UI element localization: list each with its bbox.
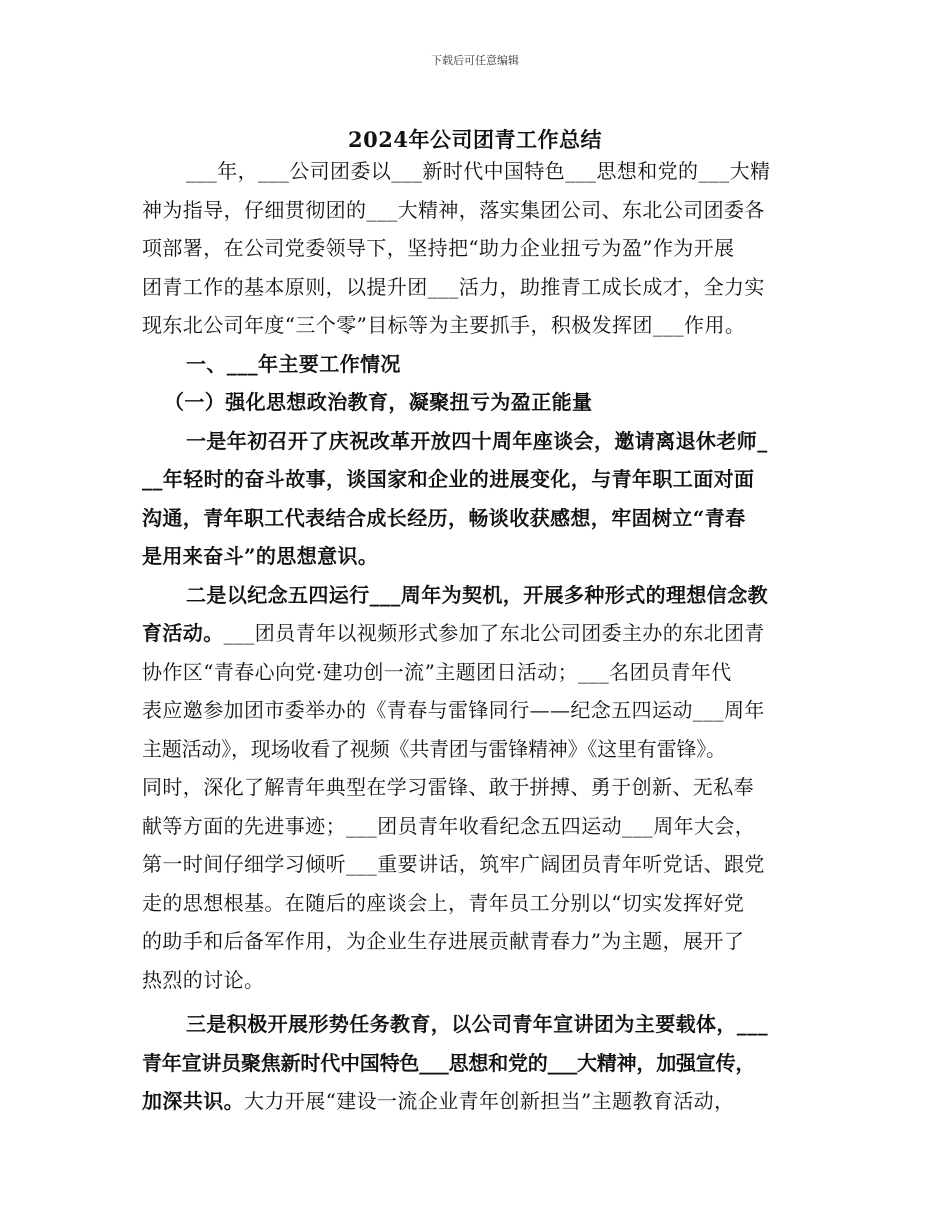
text-line: 是用来奋斗”的思想意识。 (142, 544, 379, 568)
paragraph-one (142, 422, 814, 576)
text-run: 大力开展“建设一流企业青年创新担当”主题教育活动， (244, 1089, 735, 1113)
text-line (142, 614, 814, 653)
text-line: __年轻时的奋斗故事，谈国家和企业的进展变化，与青年职工面对面 (142, 467, 755, 491)
text-line: 神为指导，仔细贯彻团的___大精神，落实集团公司、东北公司团委各 (142, 197, 765, 222)
text-line: 献等方面的先进事迹；___团员青年收看纪念五四运动___周年大会， (142, 813, 756, 838)
text-line: 沟通，青年职工代表结合成长经历，畅谈收获感想，牢固树立“青春 (142, 505, 746, 530)
paragraph-two (142, 576, 814, 1000)
text-line: 二是以纪念五四运行___周年为契机，开展多种形式的理想信念教 (186, 582, 768, 607)
text-line: 第一时间仔细学习倾听___重要讲话，筑牢广阔团员青年听党话、跟党 (142, 852, 765, 876)
text-line: 团青工作的基本原则，以提升团___活力，助推青工成长成才，全力实 (142, 274, 765, 299)
text-line: ___年，___公司团委以___新时代中国特色___思想和党的___大精 (186, 159, 771, 183)
document-title: 2024年公司团青工作总结 (348, 127, 602, 152)
document-body (142, 152, 814, 1121)
text-line (142, 1082, 814, 1121)
paragraph-intro (142, 152, 814, 345)
subsection-heading: （一）强化思想政治教育，凝聚扭亏为盈正能量 (164, 390, 593, 414)
text-line: 走的思想根基。在随后的座谈会上，青年员工分别以“切实发挥好党 (142, 890, 745, 915)
text-line: 协作区“青春心向党·建功创一流”主题团日活动；___名团员青年代 (142, 659, 732, 684)
text-line: 三是积极开展形势任务教育，以公司青年宣讲团为主要载体，___ (186, 1012, 768, 1036)
text-line: 项部署，在公司党委领导下，坚持把“助力企业扭亏为盈”作为开展 (142, 236, 735, 260)
text-line: 一是年初召开了庆祝改革开放四十周年座谈会，邀请离退休老师_ (186, 428, 768, 453)
text-line: 主题活动》，现场收看了视频《共青团与雷锋精神》《这里有雷锋》。 (142, 736, 726, 761)
text-line: 热烈的讨论。 (142, 967, 265, 992)
text-line: 的助手和后备军作用，为企业生存进展贡献青春力”为主题，展开了 (142, 929, 745, 953)
text-line: 表应邀参加团市委举办的《青春与雷锋同行——纪念五四运动___周年 (142, 698, 765, 722)
bold-run: 育活动。 (142, 621, 224, 645)
text-run: ___团员青年以视频形式参加了东北公司团委主办的东北团青 (223, 621, 765, 645)
header-note: 下载后可任意编辑 (431, 54, 519, 67)
text-line: 同时，深化了解青年典型在学习雷锋、敢于拼搏、勇于创新、无私奉 (142, 775, 754, 799)
text-line: 现东北公司年度“三个零”目标等为主要抓手，积极发挥团___作用。 (142, 313, 746, 337)
section-heading: 一、___年主要工作情况 (186, 351, 401, 376)
bold-run: 加深共识。 (142, 1089, 244, 1113)
text-line: 青年宣讲员聚焦新时代中国特色___思想和党的___大精神，加强宣传， (142, 1050, 756, 1075)
paragraph-three (142, 1005, 814, 1121)
